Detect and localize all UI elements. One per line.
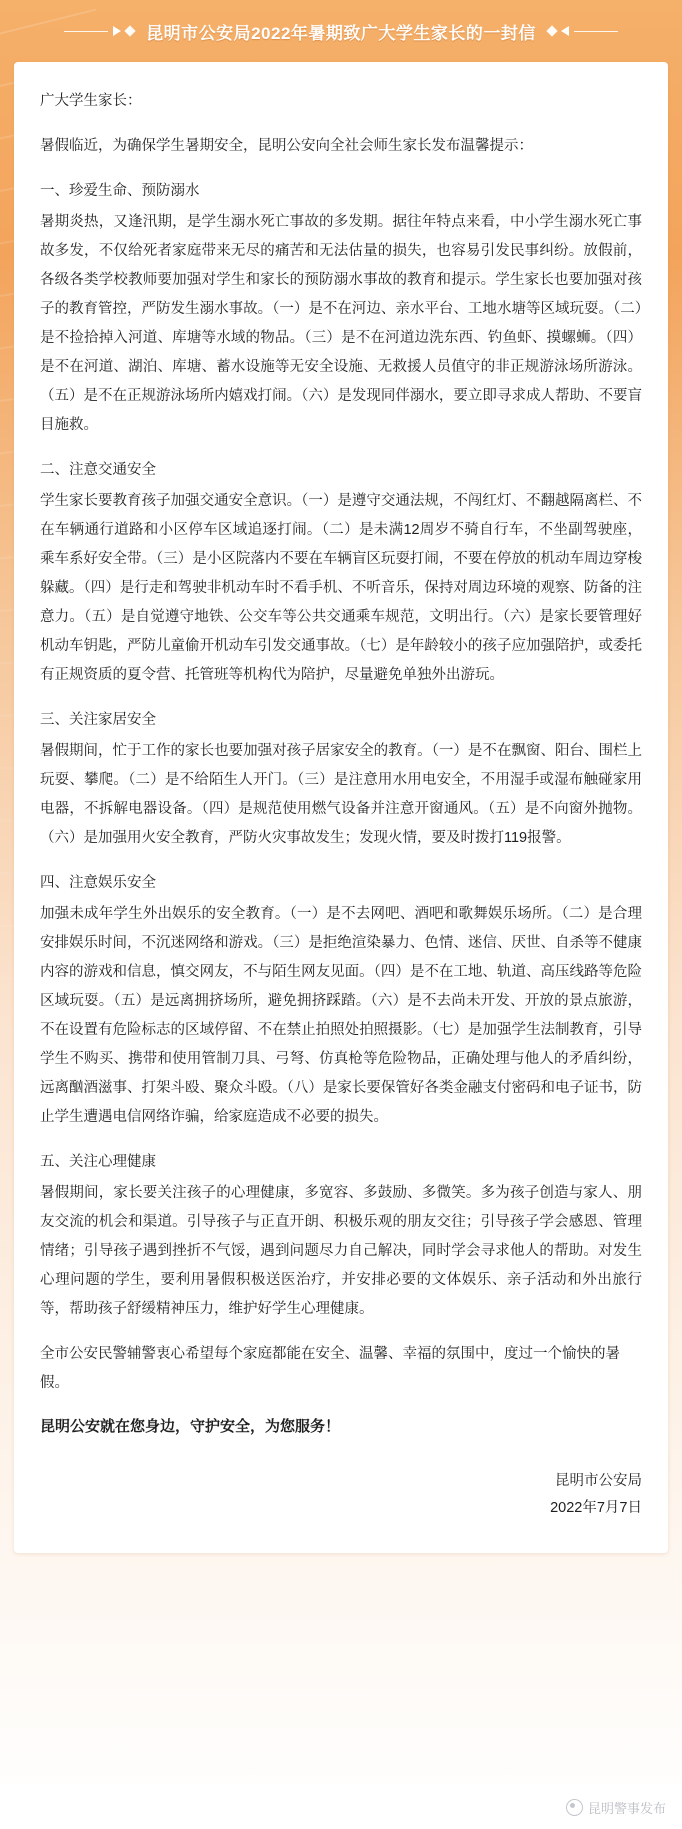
page-header: [0, 0, 682, 62]
intro-paragraph: 暑假临近，为确保学生暑期安全，昆明公安向全社会师生家长发布温馨提示：: [40, 137, 533, 154]
arrow-left-icon: [561, 26, 569, 36]
section-title-5: 五、关注心理健康: [40, 1153, 156, 1170]
signature-block: [40, 1468, 642, 1523]
diamond-icon: [546, 25, 557, 36]
section-title-2: 二、注意交通安全: [40, 461, 156, 478]
salutation: 广大学生家长：: [40, 93, 142, 109]
section-title-1: 一、珍爱生命、预防溺水: [40, 182, 200, 199]
divider: [64, 31, 108, 32]
signature-date: 2022年7月7日: [550, 1500, 642, 1517]
watermark: [566, 1798, 666, 1817]
arrow-right-icon: [113, 26, 121, 36]
section-body-4: 加强未成年学生外出娱乐的安全教育。（一）是不去网吧、酒吧和歌舞娱乐场所。（二）是合理安排娱乐时间，不沉迷网络和游戏。（三）是拒绝渲染暴力、色情、迷信、厌世、自杀等不健康内容的游戏和信息，慎交网友，不与陌生网友见面。（四）是不在工地、轨道、高压线路等危险区域玩耍。（五）是远离拥挤场所，避免拥挤踩踏。（六）是不去尚未开发、开放的景点旅游，不在设置有危险标志的区域停留、不在禁止拍照处拍照摄影。（七）是加强学生法制教育，引导学生不购买、携带和使用管制刀具、弓弩、仿真枪等危险物品，正确处理与他人的矛盾纠纷，远离酗酒滋事、打架斗殴、聚众斗殴。（八）是家长要保管好各类金融支付密码和电子证书，防止学生遭遇电信网络诈骗，给家庭造成不必要的损失。: [40, 905, 642, 1125]
slogan: 昆明公安就在您身边，守护安全，为您服务！: [40, 1417, 341, 1435]
watermark-label: 昆明警事发布: [587, 1800, 666, 1816]
header-left-decoration: [64, 26, 134, 36]
closing-paragraph: 全市公安民警辅警衷心希望每个家庭都能在安全、温馨、幸福的氛围中，度过一个愉快的暑假。: [40, 1345, 620, 1391]
section-body-5: 暑假期间，家长要关注孩子的心理健康，多宽容、多鼓励、多微笑。多为孩子创造与家人、朋友交流的机会和渠道。引导孩子与正直开朗、积极乐观的朋友交往；引导孩子学会感恩、管理情绪；引导孩子遇到挫折不气馁，遇到问题尽力自己解决，同时学会寻求他人的帮助。对发生心理问题的学生，要利用暑假积极送医治疗，并安排必要的文体娱乐、亲子活动和外出旅行等，帮助孩子舒缓精神压力，维护好学生心理健康。: [40, 1184, 642, 1317]
diamond-icon: [124, 25, 135, 36]
section-body-3: 暑假期间，忙于工作的家长也要加强对孩子居家安全的教育。（一）是不在飘窗、阳台、围栏上玩耍、攀爬。（二）是不给陌生人开门。（三）是注意用水用电安全，不用湿手或湿布触碰家用电器，不拆解电器设备。（四）是规范使用燃气设备并注意开窗通风。（五）是不向窗外抛物。（六）是加强用火安全教育，严防火灾事故发生；发现火情，要及时拨打119报警。: [40, 742, 642, 846]
section-body-1: 暑期炎热，又逢汛期，是学生溺水死亡事故的多发期。据往年特点来看，中小学生溺水死亡事故多发，不仅给死者家庭带来无尽的痛苦和无法估量的损失，也容易引发民事纠纷。放假前，各级各类学校教师要加强对学生和家长的预防溺水事故的教育和提示。学生家长也要加强对孩子的教育管控，严防发生溺水事故。（一）是不在河边、亲水平台、工地水塘等区域玩耍。（二）是不捡拾掉入河道、库塘等水域的物品。（三）是不在河道边洗东西、钓鱼虾、摸螺蛳。（四）是不在河道、湖泊、库塘、蓄水设施等无安全设施、无救援人员值守的非正规游泳场所游泳。（五）是不在正规游泳场所内嬉戏打闹。（六）是发现同伴溺水，要立即寻求成人帮助、不要盲目施救。: [40, 213, 642, 433]
weibo-eye-icon: [566, 1799, 583, 1816]
header-right-decoration: [548, 26, 618, 36]
page-title: 昆明市公安局2022年暑期致广大学生家长的一封信: [146, 23, 536, 43]
signature-org: 昆明市公安局: [555, 1472, 642, 1489]
divider: [574, 31, 618, 32]
section-title-3: 三、关注家居安全: [40, 711, 156, 728]
section-body-2: 学生家长要教育孩子加强交通安全意识。（一）是遵守交通法规，不闯红灯、不翻越隔离栏、不在车辆通行道路和小区停车区域追逐打闹。（二）是未满12周岁不骑自行车，不坐副驾驶座，乘车系好安全带。（三）是小区院落内不要在车辆盲区玩耍打闹，不要在停放的机动车周边穿梭躲藏。（四）是行走和驾驶非机动车时不看手机、不听音乐，保持对周边环境的观察、防备的注意力。（五）是自觉遵守地铁、公交车等公共交通乘车规范，文明出行。（六）是家长要管理好机动车钥匙，严防儿童偷开机动车引发交通事故。（七）是年龄较小的孩子应加强陪护，或委托有正规资质的夏令营、托管班等机构代为陪护，尽量避免单独外出游玩。: [40, 492, 642, 683]
page-footer: [0, 1785, 682, 1829]
letter-card: [14, 62, 668, 1553]
section-title-4: 四、注意娱乐安全: [40, 874, 156, 891]
